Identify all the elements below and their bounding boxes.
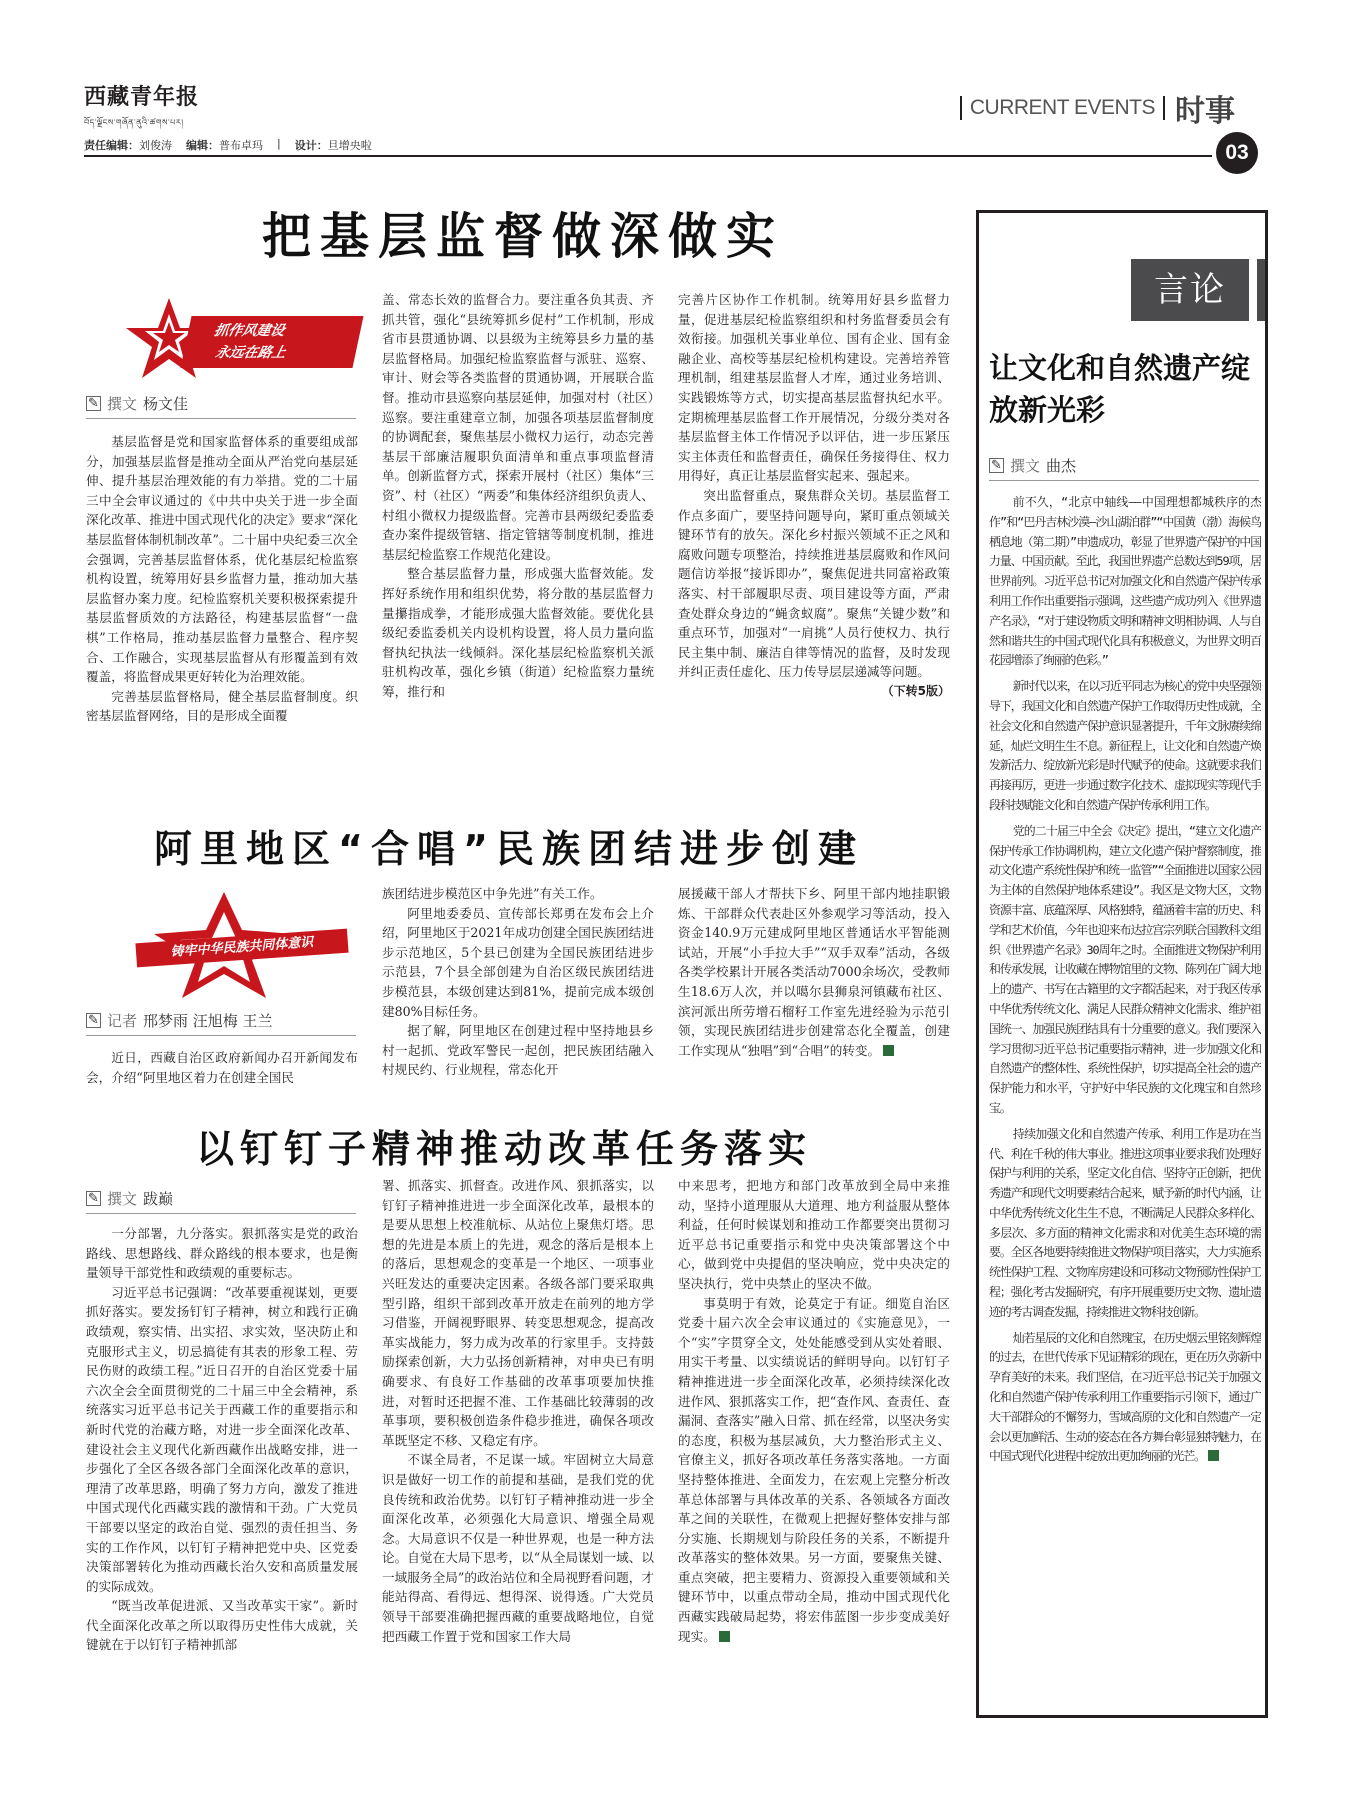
paragraph: 不谋全局者，不足谋一域。牢固树立大局意识是做好一切工作的前提和基础，是我们党的优良传统和政治优势。以钉钉子精神推动进一步全面深化改革，必须强化大局意识、增强全局观念。大局意识不仅是一种世界观，也是一种方法论。自觉在大局下思考，以“从全局谋划一域、以一域服务全局”的政治站位和全局视野看问题，才能站得高、看得远、想得深、说得透。广大党员领导干部要准确把握西藏的重要战略地位，自觉把西藏工作置于党和国家工作大局 — [382, 1452, 654, 1644]
article3-byline — [86, 1188, 356, 1214]
paper-name: 西藏青年报 — [84, 84, 200, 110]
paragraph: 完善基层监督格局，健全基层监督制度。织密基层监督网络，目的是形成全面覆 — [86, 688, 358, 724]
editor-separator: | — [277, 137, 281, 150]
byline-label: 撰文 — [107, 395, 138, 413]
editor-credits — [84, 137, 372, 153]
paragraph: 阿里地委委员、宣传部长郑勇在发布会上介绍，阿里地区于2021年成功创建全国民族团结进步示范地区，5个县已创建为全国民族团结进步示范县，7个县全部创建为自治区级民族团结进步模范县，本级创建达到81%，提前完成本级创建80%目标任务。 — [382, 905, 654, 1019]
byline-author: 跋巅 — [143, 1190, 174, 1208]
paragraph: 持续加强文化和自然遗产传承、利用工作是功在当代、利在千秋的伟大事业。推进这项事业要求我们处理好保护与利用的关系，坚定文化自信、坚持守正创新，把优秀遗产和现代文明要素结合起来，赋予新的时代内涵，让中华优秀传统文化生生不息，不断满足人民群众多样化、多层次、多方面的精神文化需求和对优美生态环境的需要。全区各地要持续推进文物保护项目落实，大力实施系统性保护工程、文物库房建设和可移动文物预防性保护工程；强化考古发掘研究，有序开展重要历史文物、遗址遗迹的考古调查发掘，持续推进文物科技创新。 — [989, 1126, 1261, 1319]
paragraph: 整合基层监督力量，形成强大监督效能。发挥好系统作用和组织优势，将分散的基层监督力量攥指成拳，才能形成强大监督效能。要优化县级纪委监委机关内设机构设置，将人员力量向监督执纪执法一线倾斜。深化基层纪检监察机关派驻机构改革，强化乡镇（街道）纪检监察力量统筹，推行和 — [382, 566, 654, 699]
paragraph: 署、抓落实、抓督查。改进作风、狠抓落实，以钉钉子精神推进进一步全面深化改革，最根本的是要从思想上校准航标、从站位上聚焦灯塔。思想的先进是本质上的先进，观念的落后是根本上的落后，思想观念的变革是一个地区、一项事业兴旺发达的重要决定因素。各级各部门要采取典型引路，组织干部到改革开放走在前列的地方学习借鉴，开阔视野眼界、转变思想观念，提高改革实战能力，努力成为改革的行家里手。支持鼓励探索创新，大力弘扬创新精神，对申央已有明确要求、有良好工作基础的改革事项要加快推进，对暂时还把握不准、工作基础比较薄弱的改革事项，要积极创造条件稳步推进，确保各项改革既坚定不移、又稳定有序。 — [382, 1178, 654, 1448]
paragraph: 党的二十届三中全会《决定》提出，“建立文化遗产保护传承工作协调机构，建立文化遗产保护督察制度，推动文化遗产系统性保护和统一监管”“全面推进以国家公园为主体的自然保护地体系建设”。我区是文物大区，文物资源丰富、底蕴深厚、风格独特，蕴涵着丰富的历史、科学和艺术价值，今年也迎来布达拉宫宗列联合国教科文组织《世界遗产名录》30周年之时。全面推进文物保护利用和传承发展，让收藏在博物馆里的文物、陈列在广阔大地上的遗产、书写在古籍里的文字都活起来，对于我区传承中华优秀传统文化、满足人民群众精神文化需求、维护祖国统一、加强民族团结具有十分重要的意义。我们要深入学习贯彻习近平总书记重要指示精神，进一步加强文化和自然遗产的整体性、系统性保护，切实提高全社会的遗产保护能力和水平，守护好中华民族的文化瑰宝和自然珍宝。 — [989, 823, 1261, 1115]
header-rule — [84, 155, 1212, 157]
byline-label: 撰文 — [1010, 457, 1041, 475]
end-mark-icon — [1208, 1450, 1219, 1461]
section-tag — [960, 86, 1235, 130]
section-label-cn: 时事 — [1175, 94, 1235, 129]
pen-icon: ✎ — [989, 458, 1004, 473]
pen-icon: ✎ — [86, 1191, 101, 1206]
page-number: 03 — [1216, 132, 1258, 174]
editor-credit-3: 设计：旦增央啦 — [294, 139, 372, 152]
opinion-tag: 言论 — [1131, 259, 1249, 321]
paragraph: “既当改革促进派、又当改革实干家”。新时代全面深化改革之所以取得历史性伟大成就，关键就在于以钉钉子精神抓部 — [86, 1598, 358, 1653]
article1-column-2 — [382, 290, 654, 772]
paragraph: 基层监督是党和国家监督体系的重要组成部分，加强基层监督是推动全面从严治党向基层延伸、提升基层治理效能的有力举措。党的二十届三中全会审议通过的《中共中央关于进一步全面深化改革、推进中国式现代化的决定》要求“深化基层监督体制机制改革”。二十届中央纪委三次全会强调，完善基层监督体系，优化基层纪检监察机构设置，统筹用好县乡监督力量，推动加大基层监督办案力度。纪检监察机关要积极探索提升基层监督质效的方法路径，构建基层监督“一盘棋”工作格局，推动基层监督力量整合、程序契合、工作融合，实现基层监督从有形覆盖到有效覆盖，将监督成果更好转化为治理效能。 — [86, 434, 358, 685]
end-mark-icon — [719, 1631, 730, 1642]
paragraph: 前不久，“北京中轴线——中国理想都城秩序的杰作”和“巴丹吉林沙漠—沙山湖泊群”“中国黄（渤）海候鸟栖息地（第二期）”申遗成功，彰显了世界遗产保护的中国力量、中国贡献。至此，我国世界遗产总数达到59项，居世界前列。习近平总书记对加强文化和自然遗产保护传承利用工作作出重要指示强调，这些遗产成功列入《世界遗产名录》，“对于建设物质文明和精神文明相协调、人与自然和谐共生的中国式现代化具有积极意义，为世界文明百花园增添了绚丽的色彩。” — [989, 495, 1261, 668]
masthead — [84, 80, 199, 136]
article1-badge — [124, 296, 364, 386]
opinion-body — [989, 493, 1261, 1708]
opinion-sidebar — [976, 210, 1268, 1718]
article2-column-3 — [678, 884, 950, 1096]
article3-column-2 — [382, 1176, 654, 1724]
article1-headline: 把基层监督做深做实 — [262, 208, 785, 265]
paragraph: 盖、常态长效的监督合力。要注重各负其责、齐抓共管，强化“县统筹抓乡促村”工作机制，形成省市县贯通协调、以县级为主统筹县乡力量的基层监督格局。加强纪检监察监督与派驻、巡察、审计、财会等各类监督的贯通协调，开展联合监督。推动市县巡察向基层延伸，加强对村（社区）巡察。要注重建章立制，加强各项基层监督制度的协调配套，聚焦基层小微权力运行，动态完善基层干部廉洁履职负面清单和重点事项监督清单。创新监督方式，探索开展村（社区）集体“三资”、村（社区）“两委”和集体经济组织负责人、村组小微权力提级监督。完善市县两级纪委监委查办案件提级管辖、指定管辖等制度机制，推进基层纪检监察工作规范化建设。 — [382, 292, 654, 562]
article2-column-1 — [86, 1048, 358, 1094]
end-mark-icon — [883, 1045, 894, 1056]
paragraph: 完善片区协作工作机制。统筹用好县乡监督力量，促进基层纪检监察组织和村务监督委员会有效衔接。加强机关事业单位、国有企业、国有金融企业、高校等基层纪检机构建设。完善培养管理机制，组建基层监督人才库，通过业务培训、实践锻炼等方式，切实提高基层监督执纪水平。定期梳理基层监督工作开展情况，分级分类对各基层监督主体工作情况予以评估，进一步压紧压实主体责任和监督责任，确保任务接得住、权力用得好，真正让基层监督实起来、强起来。 — [678, 292, 950, 484]
continued-note: （下转5版） — [881, 683, 950, 698]
paragraph: 一分部署，九分落实。狠抓落实是党的政治路线、思想路线、群众路线的根本要求，也是衡量领导干部党性和政绩观的重要标志。 — [86, 1226, 358, 1281]
article1-column-3 — [678, 290, 950, 780]
article3-headline: 以钉钉子精神推动改革任务落实 — [196, 1127, 813, 1171]
byline-label: 记者 — [107, 1012, 138, 1030]
article3-column-3 — [678, 1176, 950, 1724]
article2-column-2 — [382, 884, 654, 1096]
byline-author: 邢梦雨 汪旭梅 王兰 — [143, 1012, 273, 1030]
paragraph: 习近平总书记强调：“改革要重视谋划，更要抓好落实。要发扬钉钉子精神，树立和践行正确政绩观，察实情、出实招、求实效，坚决防止和克服形式主义，切忌搞徒有其表的形象工程、劳民伤财的政绩工程。”近日召开的自治区党委十届六次全会全面贯彻党的二十届三中全会精神，系统落实习近平总书记关于西藏工作的重要指示和新时代党的治藏方略，对进一步全面深化改革、建设社会主义现代化新西藏作出战略安排，进一步强化了全区各级各部门全面深化改革的意识，理清了改革思路，明确了努力方向，激发了推进中国式现代化西藏实践的激情和干劲。广大党员干部要以坚定的政治自觉、强烈的责任担当、务实的工作作风，以钉钉子精神把党中央、区党委决策部署转化为推动西藏长治久安和高质量发展的实际成效。 — [86, 1284, 358, 1594]
article2-badge-text: 铸牢中华民族共同体意识 — [135, 929, 348, 968]
pen-icon: ✎ — [86, 396, 101, 411]
paper-name-tibetan: བོད་ལྗོངས་གཞོན་ནུའི་ཚགས་པར། — [84, 118, 184, 127]
opinion-title: 让文化和自然遗产绽放新光彩 — [989, 351, 1251, 427]
opinion-byline — [989, 455, 1259, 481]
paragraph: 灿若星辰的文化和自然瑰宝，在历史烟云里铭刻辉煌的过去，在世代传承下见证精彩的现在，更在历久弥新中孕育美好的未来。我们坚信，在习近平总书记关于加强文化和自然遗产保护传承利用工作重要指示引领下，通过广大干部群众的不懈努力，雪域高原的文化和自然遗产一定会以更加鲜活、生动的姿态在各方舞台彰显独特魅力，在中国式现代化进程中绽放出更加绚丽的光芒。 — [989, 1330, 1261, 1464]
paragraph: 族团结进步模范区中争先进”有关工作。 — [382, 886, 603, 901]
pen-icon: ✎ — [86, 1013, 101, 1028]
article1-byline — [86, 393, 356, 419]
paragraph: 新时代以来，在以习近平同志为核心的党中央坚强领导下，我国文化和自然遗产保护工作取得历史性成就，全社会文化和自然遗产保护意识显著提升，千年文脉赓续绵延，灿烂文明生生不息。新征程上，让文化和自然遗产焕发新活力、绽放新光彩是时代赋予的使命。这就要求我们再接再厉，更进一步通过数字化技术、虚拟现实等现代手段科技赋能文化和自然遗产保护传承利用工作。 — [989, 679, 1261, 812]
paragraph: 据了解，阿里地区在创建过程中坚持地县乡村一起抓、党政军警民一起创，把民族团结融入村规民约、行业规程，常态化开 — [382, 1023, 654, 1078]
section-label-en: CURRENT EVENTS — [960, 96, 1165, 120]
paragraph: 中来思考，把地方和部门改革放到全局中来推动，坚持小道理服从大道理、地方利益服从整体利益，任何时候谋划和推动工作都要突出贯彻习近平总书记重要指示和党中央决策部署这个中心，做到党中央提倡的坚决响应，党中央决定的坚决执行，党中央禁止的坚决不做。 — [678, 1178, 950, 1291]
byline-author: 曲杰 — [1046, 457, 1077, 475]
byline-label: 撰文 — [107, 1190, 138, 1208]
article1-badge-line1: 抓作风建设 — [212, 323, 287, 339]
paragraph: 突出监督重点，聚焦群众关切。基层监督工作点多面广，要坚持问题导向，紧盯重点领域关键环节有的放矢。深化乡村振兴领域不正之风和腐败问题专项整治，持续推进基层腐败和作风问题信访举报“接诉即办”，聚焦促进共同富裕政策落实、村干部履职尽责、项目建设等方面，严肃查处群众身边的“蝇贪蚁腐”。聚焦“关键少数”和重点环节，加强对“一肩挑”人员行使权力、执行民主集中制、廉洁自律等情况的监督，及时发现并纠正责任虚化、压力传导层层递减等问题。 — [678, 487, 950, 680]
editor-credit-1: 责任编辑：刘俊涛 — [84, 139, 172, 152]
article1-badge-line2: 永远在路上 — [213, 345, 288, 361]
article2-badge — [124, 890, 364, 1000]
byline-author: 杨文佳 — [143, 395, 189, 413]
article2-headline: 阿里地区“合唱”民族团结进步创建 — [154, 827, 864, 871]
article1-column-1 — [86, 432, 358, 772]
paragraph: 事莫明于有效，论莫定于有证。细览自治区党委十届六次全会审议通过的《实施意见》，一个“实”字贯穿全文，处处能感受到从实处着眼、用实干考量、以实绩说话的鲜明导向。以钉钉子精神推进进一步全面深化改革，必须持续深化改进作风、狠抓落实工作，把“查作风、查责任、查漏洞、查落实”融入日常、抓在经常，以坚决务实的态度，积极为基层减负，大力整治形式主义、官僚主义，抓好各项改革任务落实落地。一方面坚持整体推进、全面发力，在宏观上完整分析改革总体部署与具体改革的关系、各领域各方面改革之间的关联性，在微观上把握好整体安排与部分实施、长期规划与阶段任务的关系，不断提升改革落实的整体效果。另一方面，要聚焦关键、重点突破，把主要精力、资源投入重要领域和关键环节中，以重点带动全局，推动中国式现代化西藏实践破局起势，将宏伟蓝图一步步变成美好现实。 — [678, 1295, 950, 1644]
article3-column-1 — [86, 1224, 358, 1724]
editor-credit-2: 编辑：普布卓玛 — [186, 139, 263, 152]
article2-byline — [86, 1010, 356, 1036]
paragraph: 近日，西藏自治区政府新闻办召开新闻发布会，介绍“阿里地区着力在创建全国民 — [86, 1050, 358, 1085]
paragraph: 展援藏干部人才帮扶下乡、阿里干部内地挂职锻炼、干部群众代表赴区外参观学习等活动，投入资金140.9万元建成阿里地区普通话水平智能测试站，开展“小手拉大手”“双手双奉”活动，各级各类学校累计开展各类活动7000余场次，受教师生18.6万人次，并以噶尔县狮泉河镇藏布社区、滨河派出所劳增石榴籽工作室先进经验为示范引领，实现民族团结进步创建常态化全覆盖，创建工作实现从“独唱”到“合唱”的转变。 — [678, 886, 950, 1058]
